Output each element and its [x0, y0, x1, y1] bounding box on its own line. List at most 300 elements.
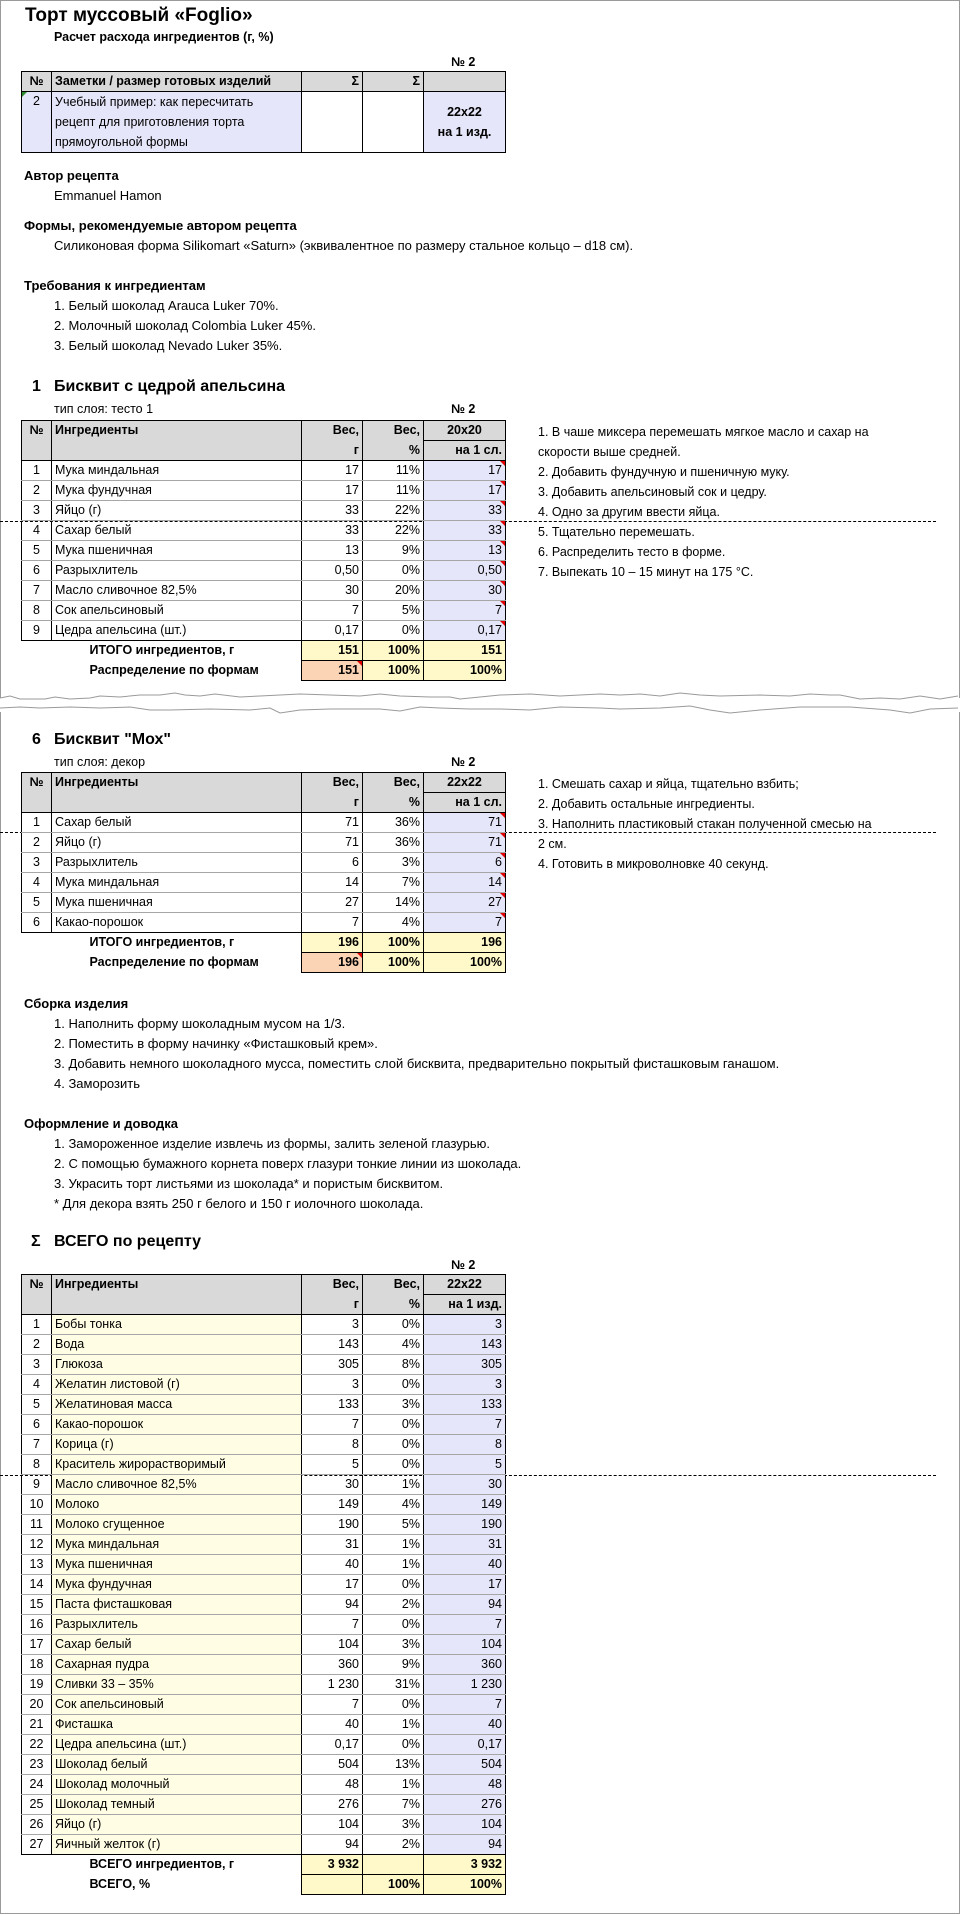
notes-row-sum-1[interactable]	[302, 92, 363, 153]
weight-g[interactable]: 7	[302, 1415, 363, 1435]
row-number[interactable]: 27	[22, 1835, 52, 1855]
ingredient-name[interactable]: Сливки 33 – 35%	[52, 1675, 302, 1695]
notes-table	[21, 71, 506, 153]
ingredient-name[interactable]: Сахар белый	[52, 521, 302, 541]
row-number[interactable]: 1	[22, 813, 52, 833]
weight-g[interactable]: 149	[302, 1495, 363, 1515]
weight-g[interactable]: 5	[302, 1455, 363, 1475]
notes-line: Учебный пример: как пересчитать	[55, 95, 254, 109]
ingredient-name[interactable]: Паста фисташковая	[52, 1595, 302, 1615]
row-number[interactable]: 7	[22, 581, 52, 601]
weight-pct[interactable]: 3%	[363, 1635, 424, 1655]
variant-value[interactable]: 1 230	[424, 1675, 506, 1695]
ingredient-row[interactable]	[22, 621, 506, 641]
weight-pct[interactable]: 1%	[363, 1475, 424, 1495]
variant-value[interactable]: 3	[424, 1315, 506, 1335]
weight-pct[interactable]: 2%	[363, 1595, 424, 1615]
weight-pct[interactable]: 0%	[363, 1435, 424, 1455]
notes-row-size[interactable]	[424, 92, 506, 153]
grand-total-variant[interactable]: 3 932	[424, 1855, 506, 1875]
ingredient-name[interactable]: Желатин листовой (г)	[52, 1375, 302, 1395]
weight-g[interactable]: 7	[302, 1695, 363, 1715]
grand-percent-weight-g[interactable]	[302, 1875, 363, 1895]
ingredient-row[interactable]	[22, 1535, 506, 1555]
distribution-weight-g[interactable]: 151	[302, 661, 363, 681]
row-number[interactable]: 8	[22, 601, 52, 621]
total-label: ИТОГО ингредиентов, г	[89, 935, 235, 950]
weight-g[interactable]: 190	[302, 1515, 363, 1535]
weight-pct[interactable]: 0%	[363, 1415, 424, 1435]
step-line: 3. Добавить апельсиновый сок и цедру.	[538, 485, 767, 499]
ingredient-name[interactable]: Мука пшеничная	[52, 541, 302, 561]
notes-row-text[interactable]	[52, 92, 302, 153]
ingredient-row[interactable]	[22, 853, 506, 873]
ingredient-row[interactable]	[22, 1635, 506, 1655]
row-number[interactable]: 3	[22, 501, 52, 521]
variant-value[interactable]: 7	[424, 601, 506, 621]
ingredient-name[interactable]: Разрыхлитель	[52, 561, 302, 581]
weight-g[interactable]: 6	[302, 853, 363, 873]
ingredient-name[interactable]: Глюкоза	[52, 1355, 302, 1375]
ingredient-row[interactable]	[22, 501, 506, 521]
row-number[interactable]: 9	[22, 1475, 52, 1495]
totals-ingredients-table	[21, 1274, 506, 1895]
variant-value[interactable]: 33	[424, 501, 506, 521]
distribution-weight-pct[interactable]: 100%	[363, 661, 424, 681]
weight-pct[interactable]: 20%	[363, 581, 424, 601]
weight-g[interactable]: 104	[302, 1815, 363, 1835]
weight-pct[interactable]: 0%	[363, 1575, 424, 1595]
ingredient-row[interactable]	[22, 1575, 506, 1595]
weight-g[interactable]: 33	[302, 501, 363, 521]
ingredient-row[interactable]	[22, 1315, 506, 1335]
weight-g[interactable]: 71	[302, 813, 363, 833]
weight-pct[interactable]: 1%	[363, 1715, 424, 1735]
col-header-num: №	[22, 72, 52, 92]
ingredient-row[interactable]	[22, 1835, 506, 1855]
ingredient-row[interactable]	[22, 913, 506, 933]
variant-value[interactable]: 504	[424, 1755, 506, 1775]
ingredient-row[interactable]	[22, 1735, 506, 1755]
section-number: 1	[32, 378, 41, 395]
ingredient-name[interactable]: Масло сливочное 82,5%	[52, 581, 302, 601]
weight-g[interactable]: 30	[302, 1475, 363, 1495]
weight-g[interactable]: 40	[302, 1555, 363, 1575]
weight-pct[interactable]: 7%	[363, 1795, 424, 1815]
ingredient-name[interactable]: Какао-порошок	[52, 1415, 302, 1435]
row-number[interactable]: 21	[22, 1715, 52, 1735]
ingredient-row[interactable]	[22, 581, 506, 601]
col-header-num: №	[22, 421, 52, 441]
step-line: 4. Готовить в микроволновке 40 секунд.	[538, 857, 769, 871]
total-weight-pct[interactable]: 100%	[363, 641, 424, 661]
grand-percent-variant[interactable]: 100%	[424, 1875, 506, 1895]
row-number[interactable]: 17	[22, 1635, 52, 1655]
grand-total-weight-g[interactable]: 3 932	[302, 1855, 363, 1875]
variant-value[interactable]: 133	[424, 1395, 506, 1415]
row-number[interactable]: 18	[22, 1655, 52, 1675]
weight-pct[interactable]: 9%	[363, 541, 424, 561]
weight-g[interactable]: 104	[302, 1635, 363, 1655]
variant-value[interactable]: 7	[424, 1695, 506, 1715]
weight-g[interactable]: 13	[302, 541, 363, 561]
weight-g[interactable]: 143	[302, 1335, 363, 1355]
weight-g[interactable]: 33	[302, 521, 363, 541]
ingredient-row[interactable]	[22, 461, 506, 481]
ingredient-name[interactable]: Мука пшеничная	[52, 893, 302, 913]
ingredient-row[interactable]	[22, 1355, 506, 1375]
ingredient-name[interactable]: Какао-порошок	[52, 913, 302, 933]
weight-pct[interactable]: 1%	[363, 1535, 424, 1555]
variant-value[interactable]: 33	[424, 521, 506, 541]
row-number[interactable]: 13	[22, 1555, 52, 1575]
distribution-weight-pct[interactable]: 100%	[363, 953, 424, 973]
row-number[interactable]: 4	[22, 1375, 52, 1395]
ingredient-name[interactable]: Сок апельсиновый	[52, 601, 302, 621]
weight-g[interactable]: 94	[302, 1835, 363, 1855]
weight-pct[interactable]: 8%	[363, 1355, 424, 1375]
variant-value[interactable]: 17	[424, 1575, 506, 1595]
ingredient-name[interactable]: Сахар белый	[52, 1635, 302, 1655]
distribution-variant[interactable]: 100%	[424, 953, 506, 973]
variant-value[interactable]: 13	[424, 541, 506, 561]
variant-value[interactable]: 40	[424, 1555, 506, 1575]
ingredient-row[interactable]	[22, 1795, 506, 1815]
variant-value[interactable]: 190	[424, 1515, 506, 1535]
weight-pct[interactable]: 14%	[363, 893, 424, 913]
weight-g[interactable]: 305	[302, 1355, 363, 1375]
ingredient-row[interactable]	[22, 1475, 506, 1495]
weight-pct[interactable]: 4%	[363, 913, 424, 933]
blank	[22, 661, 52, 681]
ingredient-name[interactable]: Цедра апельсина (шт.)	[52, 621, 302, 641]
total-weight-pct[interactable]: 100%	[363, 933, 424, 953]
ingredient-name[interactable]: Мука пшеничная	[52, 1555, 302, 1575]
ingredient-name[interactable]: Бобы тонка	[52, 1315, 302, 1335]
ingredient-name[interactable]: Яйцо (г)	[52, 833, 302, 853]
weight-pct[interactable]: 36%	[363, 833, 424, 853]
variant-value[interactable]: 40	[424, 1715, 506, 1735]
notes-row-num[interactable]: 2	[22, 92, 52, 153]
ingredient-row[interactable]	[22, 833, 506, 853]
variant-value[interactable]: 0,17	[424, 1735, 506, 1755]
col-header-per: на 1 изд.	[424, 1295, 506, 1315]
assembly-label: Сборка изделия	[24, 996, 129, 1011]
variant-value[interactable]: 149	[424, 1495, 506, 1515]
row-number[interactable]: 2	[22, 1335, 52, 1355]
variant-value[interactable]: 143	[424, 1335, 506, 1355]
ingredient-name[interactable]: Корица (г)	[52, 1435, 302, 1455]
weight-g[interactable]: 8	[302, 1435, 363, 1455]
row-number[interactable]: 14	[22, 1575, 52, 1595]
variant-value[interactable]: 27	[424, 893, 506, 913]
row-number[interactable]: 6	[22, 913, 52, 933]
ingredient-row[interactable]	[22, 1675, 506, 1695]
variant-value[interactable]: 305	[424, 1355, 506, 1375]
ingredient-row[interactable]	[22, 1415, 506, 1435]
weight-pct[interactable]: 0%	[363, 561, 424, 581]
weight-g[interactable]: 40	[302, 1715, 363, 1735]
variant-value[interactable]: 104	[424, 1635, 506, 1655]
weight-pct[interactable]: 0%	[363, 1735, 424, 1755]
section-title: Бисквит "Мох"	[54, 731, 171, 748]
ingredient-name[interactable]: Молоко	[52, 1495, 302, 1515]
weight-g[interactable]: 0,17	[302, 621, 363, 641]
row-number[interactable]: 22	[22, 1735, 52, 1755]
ingredient-name[interactable]: Цедра апельсина (шт.)	[52, 1735, 302, 1755]
variant-value[interactable]: 30	[424, 581, 506, 601]
variant-value[interactable]: 3	[424, 1375, 506, 1395]
row-number[interactable]: 20	[22, 1695, 52, 1715]
weight-g[interactable]: 3	[302, 1375, 363, 1395]
weight-g[interactable]: 71	[302, 833, 363, 853]
variant-value[interactable]: 94	[424, 1595, 506, 1615]
row-number[interactable]: 23	[22, 1755, 52, 1775]
weight-g[interactable]: 133	[302, 1395, 363, 1415]
ingredient-name[interactable]: Сахарная пудра	[52, 1655, 302, 1675]
weight-pct[interactable]: 1%	[363, 1775, 424, 1795]
ingredient-name[interactable]: Разрыхлитель	[52, 1615, 302, 1635]
ingredient-row[interactable]	[22, 1335, 506, 1355]
row-number[interactable]: 1	[22, 461, 52, 481]
col-header-size: 22x22	[424, 1275, 506, 1295]
ingredient-row[interactable]	[22, 541, 506, 561]
row-number[interactable]: 8	[22, 1455, 52, 1475]
blank	[22, 933, 52, 953]
weight-g[interactable]: 30	[302, 581, 363, 601]
ingredient-row[interactable]	[22, 481, 506, 501]
weight-g[interactable]: 7	[302, 913, 363, 933]
grand-total-weight-pct[interactable]	[363, 1855, 424, 1875]
row-number[interactable]: 3	[22, 1355, 52, 1375]
weight-g[interactable]: 1 230	[302, 1675, 363, 1695]
variant-value[interactable]: 7	[424, 1415, 506, 1435]
weight-pct[interactable]: 13%	[363, 1755, 424, 1775]
ingredient-name[interactable]: Мука миндальная	[52, 1535, 302, 1555]
ingredient-row[interactable]	[22, 1375, 506, 1395]
sigma-icon: Σ	[31, 1233, 41, 1250]
weight-pct[interactable]: 3%	[363, 853, 424, 873]
variant-value[interactable]: 71	[424, 813, 506, 833]
variant-value[interactable]: 71	[424, 833, 506, 853]
distribution-variant[interactable]: 100%	[424, 661, 506, 681]
row-number[interactable]: 2	[22, 481, 52, 501]
step-line: 3. Наполнить пластиковый стакан полученной смесью на	[538, 817, 872, 831]
ingredient-row[interactable]	[22, 601, 506, 621]
weight-pct[interactable]: 0%	[363, 1695, 424, 1715]
ingredient-row[interactable]	[22, 521, 506, 541]
weight-pct[interactable]: 11%	[363, 481, 424, 501]
ingredient-row[interactable]	[22, 1715, 506, 1735]
row-number[interactable]: 11	[22, 1515, 52, 1535]
weight-pct[interactable]: 11%	[363, 461, 424, 481]
weight-g[interactable]: 276	[302, 1795, 363, 1815]
row-number[interactable]: 6	[22, 561, 52, 581]
weight-pct[interactable]: 1%	[363, 1555, 424, 1575]
ingredient-name[interactable]: Мука фундучная	[52, 481, 302, 501]
weight-pct[interactable]: 4%	[363, 1495, 424, 1515]
weight-g[interactable]: 48	[302, 1775, 363, 1795]
row-number[interactable]: 9	[22, 621, 52, 641]
ingredient-name[interactable]: Мука миндальная	[52, 461, 302, 481]
ingredient-row[interactable]	[22, 1615, 506, 1635]
size-value: 22x22	[447, 105, 482, 119]
variant-value[interactable]: 94	[424, 1835, 506, 1855]
weight-pct[interactable]: 7%	[363, 873, 424, 893]
ingredient-name[interactable]: Фисташка	[52, 1715, 302, 1735]
weight-g[interactable]: 7	[302, 1615, 363, 1635]
ingredient-name[interactable]: Шоколад молочный	[52, 1775, 302, 1795]
weight-g[interactable]: 27	[302, 893, 363, 913]
row-number[interactable]: 7	[22, 1435, 52, 1455]
row-number[interactable]: 3	[22, 853, 52, 873]
weight-pct[interactable]: 0%	[363, 1375, 424, 1395]
weight-pct[interactable]: 5%	[363, 601, 424, 621]
variant-value[interactable]: 6	[424, 853, 506, 873]
row-number[interactable]: 5	[22, 893, 52, 913]
ingredient-row[interactable]	[22, 1755, 506, 1775]
weight-pct[interactable]: 9%	[363, 1655, 424, 1675]
row-number[interactable]: 12	[22, 1535, 52, 1555]
weight-g[interactable]: 14	[302, 873, 363, 893]
requirement-item: 1. Белый шоколад Arauca Luker 70%.	[54, 298, 279, 313]
ingredient-name[interactable]: Краситель жирорастворимый	[52, 1455, 302, 1475]
weight-g[interactable]: 0,50	[302, 561, 363, 581]
weight-pct[interactable]: 2%	[363, 1835, 424, 1855]
ingredient-name[interactable]: Яйцо (г)	[52, 1815, 302, 1835]
weight-g[interactable]: 17	[302, 461, 363, 481]
variant-value[interactable]: 0,17	[424, 621, 506, 641]
notes-line: прямоугольной формы	[55, 135, 188, 149]
ingredient-row[interactable]	[22, 1815, 506, 1835]
variant-value[interactable]: 7	[424, 1615, 506, 1635]
row-number[interactable]: 5	[22, 1395, 52, 1415]
total-variant[interactable]: 151	[424, 641, 506, 661]
row-number[interactable]: 2	[22, 833, 52, 853]
ingredient-name[interactable]: Мука фундучная	[52, 1575, 302, 1595]
ingredient-name[interactable]: Мука миндальная	[52, 873, 302, 893]
variant-value[interactable]: 5	[424, 1455, 506, 1475]
weight-g[interactable]: 17	[302, 1575, 363, 1595]
row-number[interactable]: 26	[22, 1815, 52, 1835]
section-title: ВСЕГО по рецепту	[54, 1233, 202, 1250]
row-number[interactable]: 5	[22, 541, 52, 561]
variant-value[interactable]: 31	[424, 1535, 506, 1555]
weight-g[interactable]: 0,17	[302, 1735, 363, 1755]
weight-g[interactable]: 504	[302, 1755, 363, 1775]
ingredient-row[interactable]	[22, 561, 506, 581]
row-number[interactable]: 1	[22, 1315, 52, 1335]
weight-pct[interactable]: 5%	[363, 1515, 424, 1535]
weight-pct[interactable]: 22%	[363, 521, 424, 541]
weight-g[interactable]: 7	[302, 601, 363, 621]
ingredient-row[interactable]	[22, 1455, 506, 1475]
row-number[interactable]: 16	[22, 1615, 52, 1635]
page-subtitle: Расчет расхода ингредиентов (г, %)	[54, 30, 274, 44]
ingredient-name[interactable]: Сок апельсиновый	[52, 1695, 302, 1715]
weight-pct[interactable]: 3%	[363, 1395, 424, 1415]
weight-pct[interactable]: 22%	[363, 501, 424, 521]
weight-g[interactable]: 360	[302, 1655, 363, 1675]
ingredient-row[interactable]	[22, 1655, 506, 1675]
ingredient-row[interactable]	[22, 893, 506, 913]
ingredient-row[interactable]	[22, 1435, 506, 1455]
ingredient-row[interactable]	[22, 1695, 506, 1715]
ingredient-name[interactable]: Яйцо (г)	[52, 501, 302, 521]
total-variant[interactable]: 196	[424, 933, 506, 953]
ingredient-name[interactable]: Шоколад белый	[52, 1755, 302, 1775]
ingredient-row[interactable]	[22, 1395, 506, 1415]
variant-value[interactable]: 30	[424, 1475, 506, 1495]
weight-pct[interactable]: 4%	[363, 1335, 424, 1355]
ingredient-name[interactable]: Желатиновая масса	[52, 1395, 302, 1415]
variant-value[interactable]: 17	[424, 461, 506, 481]
ingredient-name[interactable]: Разрыхлитель	[52, 853, 302, 873]
weight-pct[interactable]: 0%	[363, 1615, 424, 1635]
variant-value[interactable]: 276	[424, 1795, 506, 1815]
finishing-item: 3. Украсить торт листьями из шоколада* и пористым бисквитом.	[54, 1176, 444, 1191]
variant-value[interactable]: 360	[424, 1655, 506, 1675]
row-number[interactable]: 15	[22, 1595, 52, 1615]
section1-ingredients-table	[21, 420, 506, 681]
row-number[interactable]: 10	[22, 1495, 52, 1515]
row-number[interactable]: 25	[22, 1795, 52, 1815]
ingredient-row[interactable]	[22, 813, 506, 833]
ingredient-name[interactable]: Шоколад темный	[52, 1795, 302, 1815]
weight-pct[interactable]: 3%	[363, 1815, 424, 1835]
notes-row-sum-2[interactable]	[363, 92, 424, 153]
row-number[interactable]: 24	[22, 1775, 52, 1795]
ingredient-row[interactable]	[22, 1775, 506, 1795]
variant-value[interactable]: 7	[424, 913, 506, 933]
variant-value[interactable]: 8	[424, 1435, 506, 1455]
variant-value[interactable]: 48	[424, 1775, 506, 1795]
ingredient-row[interactable]	[22, 1495, 506, 1515]
ingredient-name[interactable]: Сахар белый	[52, 813, 302, 833]
row-number[interactable]: 19	[22, 1675, 52, 1695]
grand-percent-weight-pct[interactable]: 100%	[363, 1875, 424, 1895]
row-number[interactable]: 4	[22, 521, 52, 541]
weight-pct[interactable]: 0%	[363, 621, 424, 641]
weight-pct[interactable]: 0%	[363, 1455, 424, 1475]
total-weight-g[interactable]: 196	[302, 933, 363, 953]
variant-value[interactable]: 14	[424, 873, 506, 893]
weight-g[interactable]: 3	[302, 1315, 363, 1335]
weight-g[interactable]: 31	[302, 1535, 363, 1555]
ingredient-row[interactable]	[22, 1515, 506, 1535]
weight-pct[interactable]: 36%	[363, 813, 424, 833]
weight-g[interactable]: 17	[302, 481, 363, 501]
row-number[interactable]: 4	[22, 873, 52, 893]
ingredient-row[interactable]	[22, 1555, 506, 1575]
forms-label: Формы, рекомендуемые автором рецепта	[24, 218, 297, 233]
weight-pct[interactable]: 31%	[363, 1675, 424, 1695]
ingredient-name[interactable]: Вода	[52, 1335, 302, 1355]
distribution-weight-g[interactable]: 196	[302, 953, 363, 973]
ingredient-name[interactable]: Молоко сгущенное	[52, 1515, 302, 1535]
ingredient-row[interactable]	[22, 873, 506, 893]
variant-value[interactable]: 0,50	[424, 561, 506, 581]
variant-value[interactable]: 104	[424, 1815, 506, 1835]
weight-pct[interactable]: 0%	[363, 1315, 424, 1335]
ingredient-row[interactable]	[22, 1595, 506, 1615]
weight-g[interactable]: 94	[302, 1595, 363, 1615]
total-weight-g[interactable]: 151	[302, 641, 363, 661]
row-number[interactable]: 6	[22, 1415, 52, 1435]
ingredient-name[interactable]: Масло сливочное 82,5%	[52, 1475, 302, 1495]
variant-value[interactable]: 17	[424, 481, 506, 501]
ingredient-name[interactable]: Яичный желток (г)	[52, 1835, 302, 1855]
